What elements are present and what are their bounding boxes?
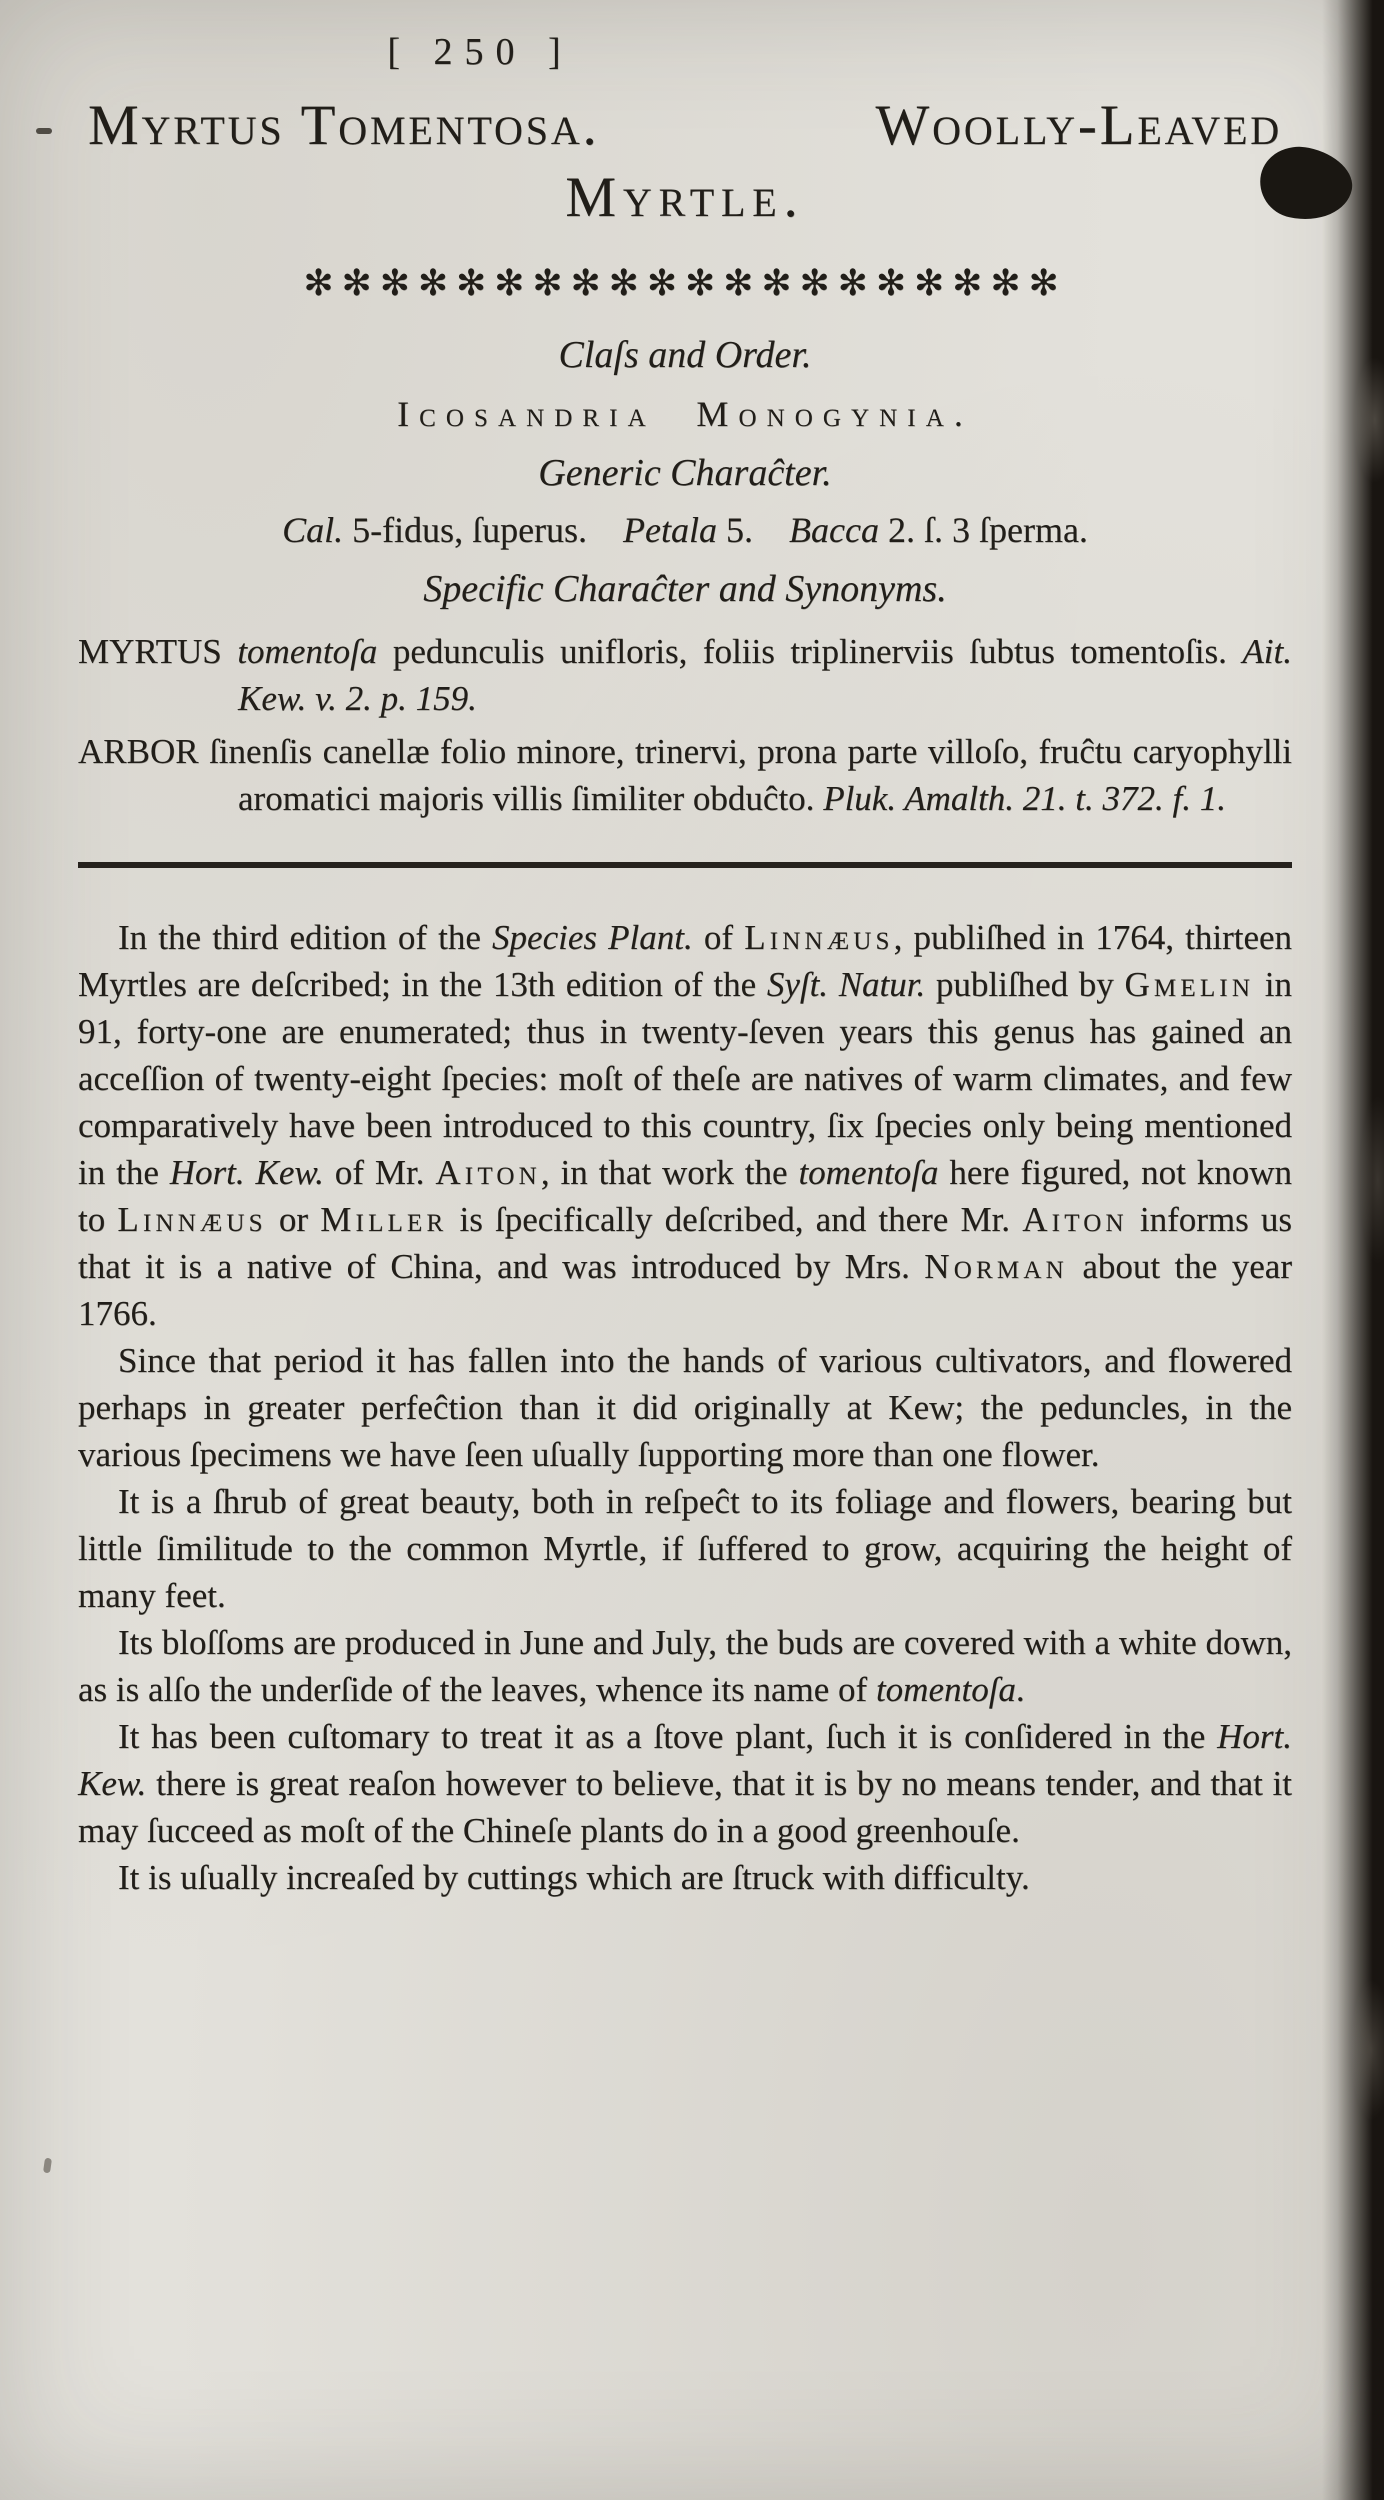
title-part-species: Myrtus Tomentosa. <box>88 94 600 157</box>
body-paragraph-2: Since that period it has fallen into the hands of various cultivators, and flowered perhaps in greater perfeĉtion than it did originally at Kew; the peduncles, in the various ſpecimens we have ſeen uſually ſupporting more than one flower. <box>78 1341 1292 1474</box>
synonym-entry-myrtus: MYRTUS tomentoſa pedunculis unifloris, foliis triplinerviis ſubtus tomentoſis. Ait. Kew. v. 2. p. 159. <box>78 632 1292 718</box>
title-part-common-name: Woolly-Leaved <box>875 94 1282 157</box>
body-paragraph-5: It has been cuſtomary to treat it as a ſtove plant, ſuch it is conſidered in the Hort. Kew. there is great reaſon however to believe, that it is by no means tender, and that it may ſucceed as moſt of the Chineſe plants do in a good greenhouſe. <box>78 1717 1292 1850</box>
page-content <box>78 30 1292 1901</box>
body-paragraph-3: It is a ſhrub of great beauty, both in reſpeĉt to its foliage and flowers, bearing but little ſimilitude to the common Myrtle, if ſuffered to grow, acquiring the height of many feet. <box>78 1482 1292 1615</box>
body-paragraph-4: Its bloſſoms are produced in June and July, the buds are covered with a white down, as is alſo the underſide of the leaves, whence its name of tomentoſa. <box>78 1623 1292 1709</box>
title-line-2: Myrtle. <box>565 166 805 229</box>
stray-mark-left-margin <box>36 128 52 134</box>
stray-mark-lower-margin <box>43 2158 52 2174</box>
scan-torn-edge <box>1322 0 1384 2500</box>
page-number: [ 250 ] <box>387 31 573 73</box>
class-order-value: Icosandria Monogynia. <box>397 394 973 434</box>
generic-character-line: Cal. 5-fidus, ſuperus. Petala 5. Bacca 2. ſ. 3 ſperma. <box>282 510 1088 550</box>
heading-specific-character: Specific Charaĉter and Synonyms. <box>423 568 947 610</box>
body-paragraph-1: In the third edition of the Species Plant. of Linnæus, publiſhed in 1764, thirteen Myrtles are deſcribed; in the 13th edition of the Syſt. Natur. publiſhed by Gmelin in 91, forty-one are enumerated; thus in twenty-ſeven years this genus has gained an acceſſion of twenty-eight ſpecies: moſt of theſe are natives of warm climates, and few comparatively have been introduced to this country, ſix ſpecies only being mentioned in the Hort. Kew. of Mr. Aiton, in that work the tomentoſa here figured, not known to Linnæus or Miller is ſpecifically deſcribed, and there Mr. Aiton informs us that it is a native of China, and was introduced by Mrs. Norman about the year 1766. <box>78 918 1293 1333</box>
ornament-row: ✻✻✻✻✻✻✻✻✻✻✻✻✻✻✻✻✻✻✻✻ <box>303 263 1067 304</box>
main-title <box>78 90 1292 162</box>
heading-generic-character: Generic Charaĉter. <box>538 452 832 494</box>
synonym-entry-arbor: ARBOR ſinenſis canellæ folio minore, trinervi, prona parte villoſo, fruĉtu caryophylli aromatici majoris villis ſimiliter obduĉto. Pluk. Amalth. 21. t. 372. f. 1. <box>78 732 1292 818</box>
body-text <box>78 914 1292 1901</box>
divider-rule <box>78 862 1292 868</box>
body-paragraph-6: It is uſually increaſed by cuttings which are ſtruck with difficulty. <box>118 1858 1030 1897</box>
heading-class-and-order: Claſs and Order. <box>558 334 812 376</box>
